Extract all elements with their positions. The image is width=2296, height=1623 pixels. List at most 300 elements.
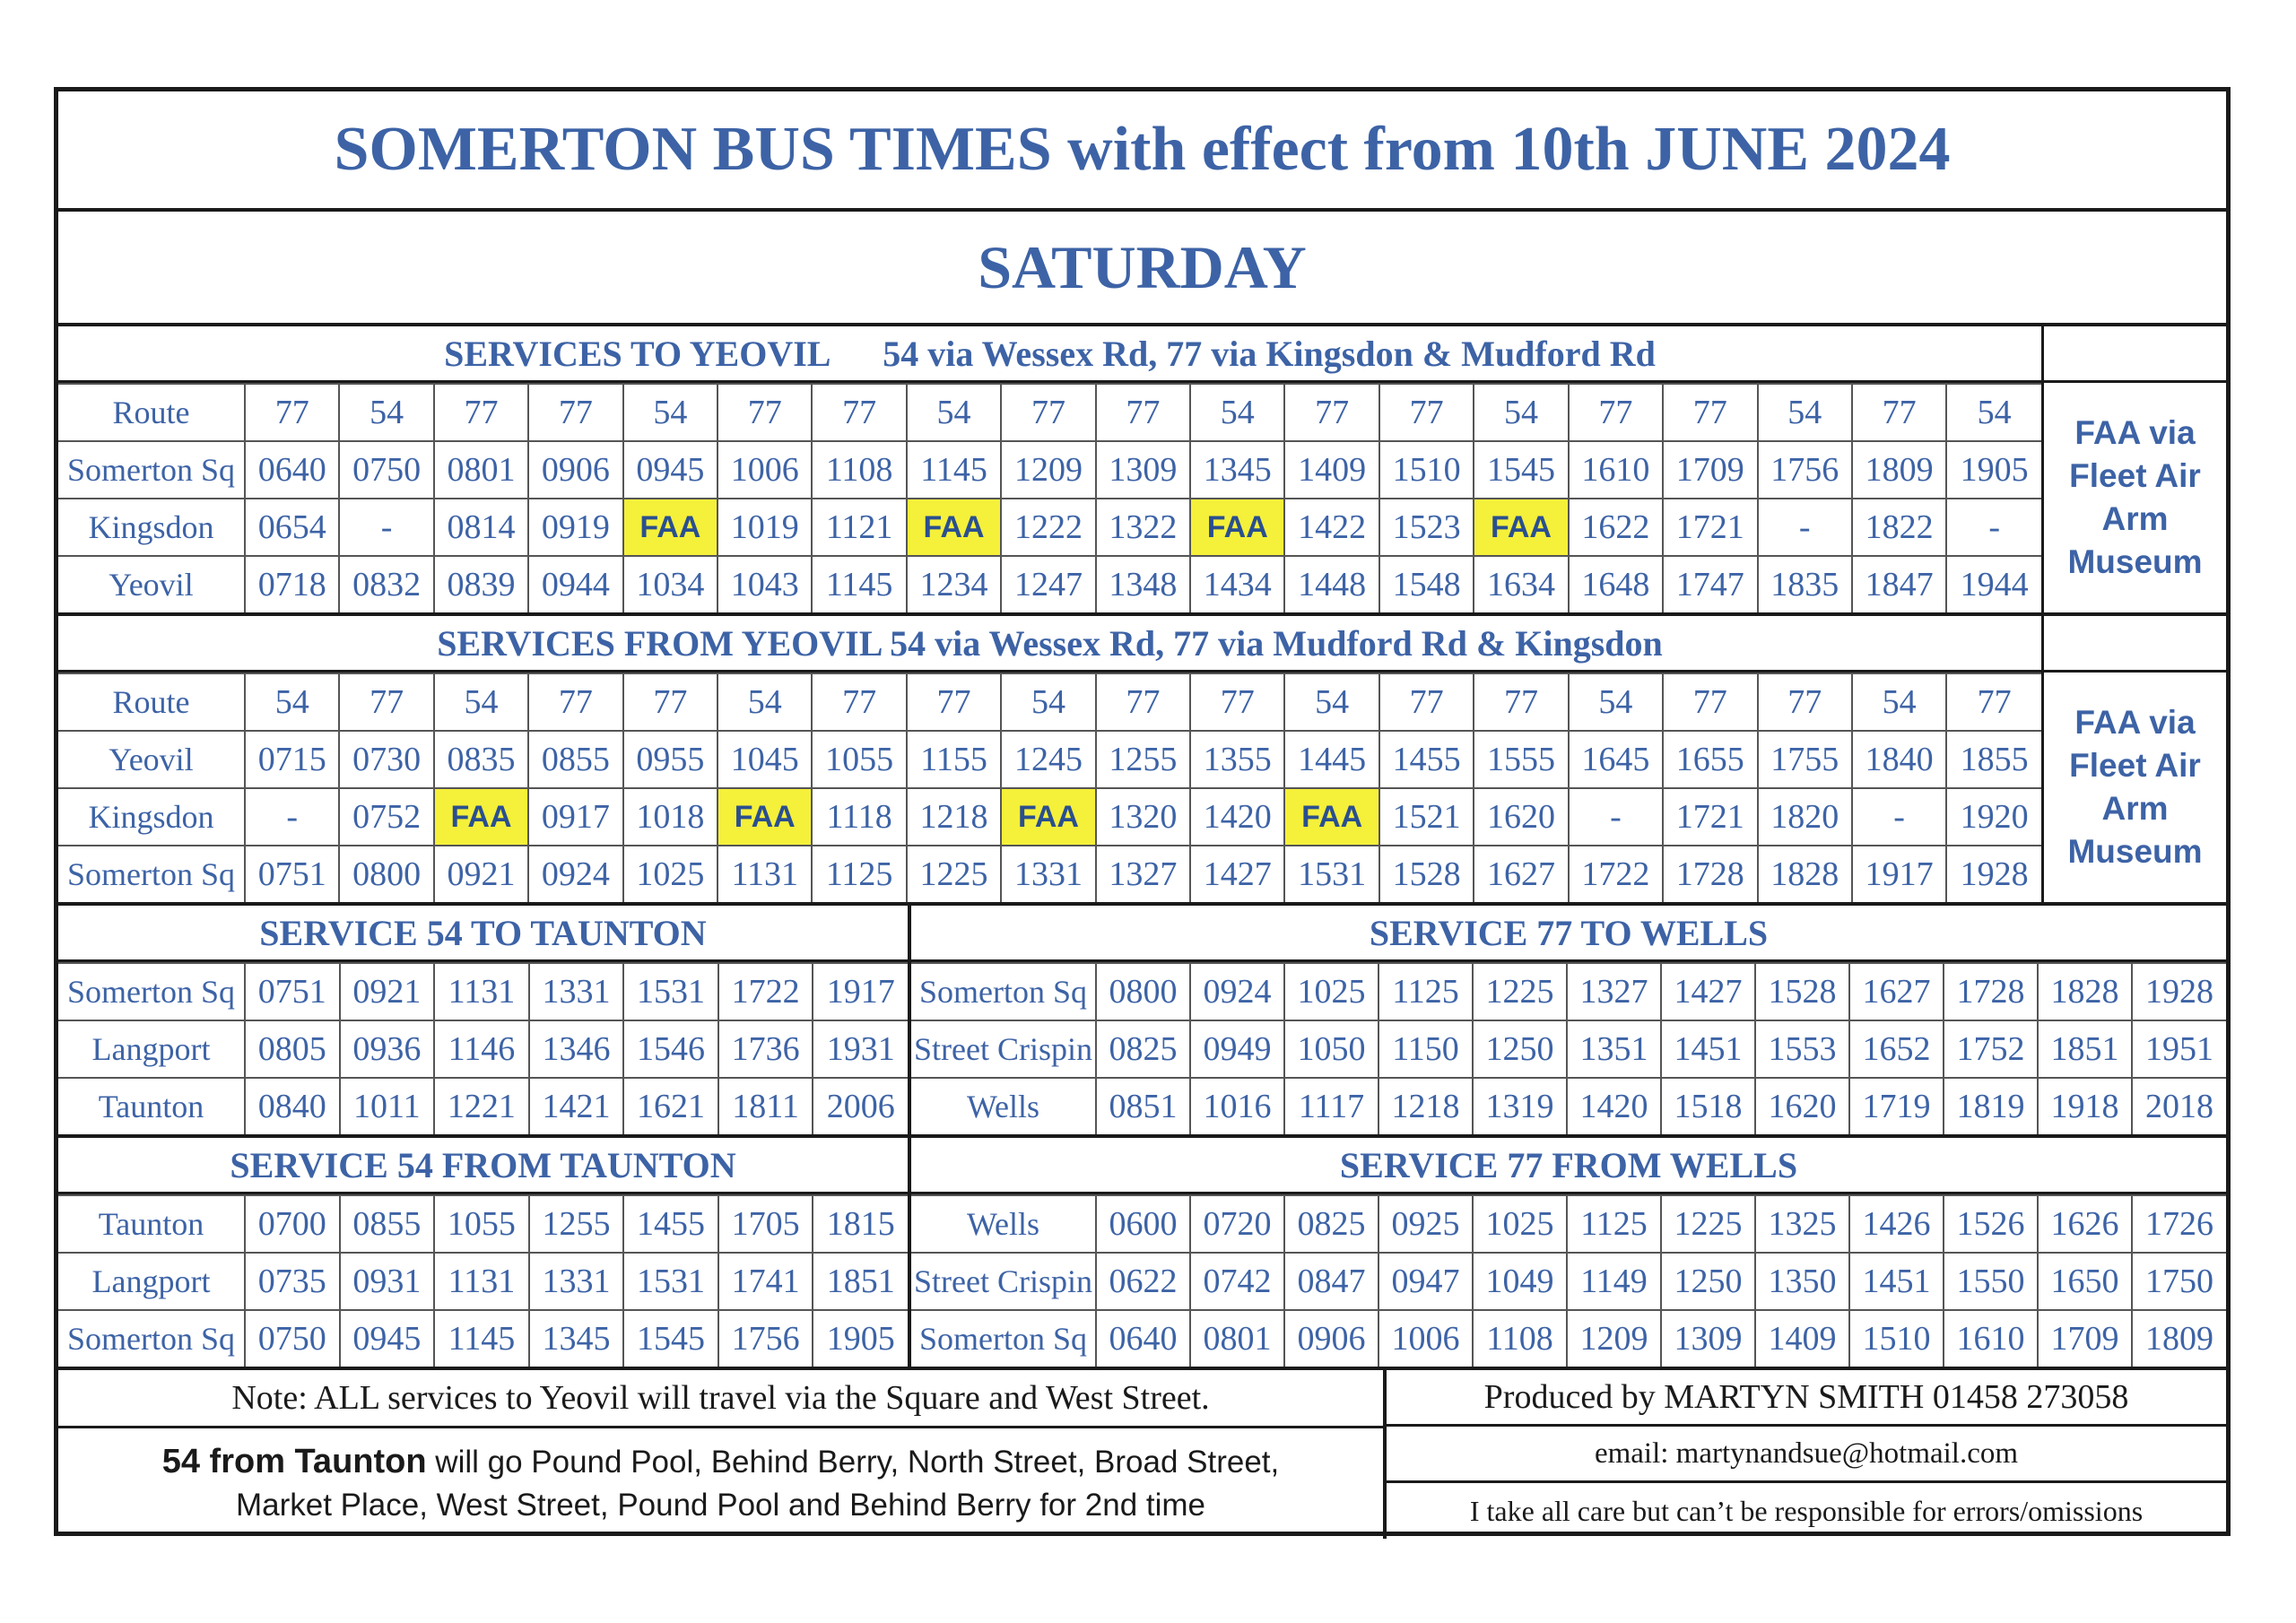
time-cell: 54 bbox=[339, 384, 433, 441]
row-label: Taunton bbox=[58, 1195, 245, 1253]
time-cell: 1409 bbox=[1284, 441, 1378, 499]
time-cell: 1928 bbox=[2132, 963, 2226, 1020]
time-cell: 77 bbox=[528, 384, 622, 441]
time-cell: 1006 bbox=[718, 441, 812, 499]
time-cell: 1218 bbox=[907, 788, 1001, 846]
time-cell: 1548 bbox=[1379, 556, 1474, 612]
table-row bbox=[58, 731, 2041, 788]
time-cell: 1331 bbox=[529, 963, 624, 1020]
time-cell: 1125 bbox=[1567, 1195, 1661, 1253]
time-cell: 1049 bbox=[1473, 1253, 1567, 1310]
time-cell: 1209 bbox=[1001, 441, 1095, 499]
row-label: Somerton Sq bbox=[911, 1310, 1096, 1367]
time-cell: 1835 bbox=[1758, 556, 1852, 612]
table-row bbox=[58, 1310, 908, 1367]
time-cell: 1255 bbox=[1096, 731, 1190, 788]
time-cell: 1118 bbox=[812, 788, 906, 846]
time-cell: 77 bbox=[812, 384, 906, 441]
time-cell: 1320 bbox=[1096, 788, 1190, 846]
row-label: Somerton Sq bbox=[58, 441, 245, 499]
time-cell: 77 bbox=[1946, 673, 2041, 731]
faa-highlight-cell: FAA bbox=[1190, 499, 1284, 556]
time-cell: 1050 bbox=[1284, 1020, 1378, 1078]
row-label: Langport bbox=[58, 1020, 245, 1078]
time-cell: 1055 bbox=[812, 731, 906, 788]
time-cell: 1828 bbox=[2038, 963, 2132, 1020]
time-cell: 1531 bbox=[1284, 846, 1378, 902]
table-row bbox=[58, 1253, 908, 1310]
time-cell: 54 bbox=[1946, 384, 2041, 441]
faa-highlight-cell: FAA bbox=[1284, 788, 1378, 846]
time-cell: 1523 bbox=[1379, 499, 1474, 556]
time-cell: 0944 bbox=[528, 556, 622, 612]
time-cell: 0947 bbox=[1378, 1253, 1473, 1310]
row-label: Somerton Sq bbox=[58, 1310, 245, 1367]
page-title: SOMERTON BUS TIMES with effect from 10th JUNE 2024 bbox=[58, 91, 2226, 212]
time-cell: 77 bbox=[245, 384, 339, 441]
table-row bbox=[58, 963, 908, 1020]
time-cell: 0924 bbox=[528, 846, 622, 902]
s77-to-wells-heading: SERVICE 77 TO WELLS bbox=[911, 906, 2226, 962]
faa-highlight-cell: FAA bbox=[1001, 788, 1095, 846]
faa-highlight-cell: FAA bbox=[718, 788, 812, 846]
time-cell: 1145 bbox=[907, 441, 1001, 499]
time-cell: 0825 bbox=[1096, 1020, 1190, 1078]
time-cell: 0800 bbox=[1096, 963, 1190, 1020]
time-cell: 0851 bbox=[1096, 1078, 1190, 1134]
time-cell: 0801 bbox=[1190, 1310, 1284, 1367]
time-cell: 77 bbox=[1569, 384, 1663, 441]
table-row bbox=[911, 1195, 2226, 1253]
time-cell: 0955 bbox=[623, 731, 718, 788]
table-row bbox=[911, 1310, 2226, 1367]
time-cell: 1451 bbox=[1849, 1253, 1944, 1310]
time-cell: 1728 bbox=[1944, 963, 2038, 1020]
time-cell: 1752 bbox=[1944, 1020, 2038, 1078]
time-cell: 1034 bbox=[623, 556, 718, 612]
time-cell: 0825 bbox=[1284, 1195, 1378, 1253]
time-cell: 0801 bbox=[434, 441, 528, 499]
time-cell: 1809 bbox=[2132, 1310, 2226, 1367]
faa-note-to-yeovil bbox=[2041, 326, 2226, 612]
time-cell: 0700 bbox=[245, 1195, 340, 1253]
time-cell: 0718 bbox=[245, 556, 339, 612]
time-cell: 1847 bbox=[1852, 556, 1946, 612]
s54-to-taunton-table bbox=[58, 962, 908, 1134]
time-cell: 77 bbox=[812, 673, 906, 731]
time-cell: 1747 bbox=[1663, 556, 1757, 612]
inbound-section bbox=[58, 1134, 2226, 1367]
time-cell: 77 bbox=[1001, 384, 1095, 441]
time-cell: 1327 bbox=[1567, 963, 1661, 1020]
time-cell: 0906 bbox=[1284, 1310, 1378, 1367]
time-cell: 1650 bbox=[2038, 1253, 2132, 1310]
time-cell: 1855 bbox=[1946, 731, 2041, 788]
time-cell: 0751 bbox=[245, 846, 339, 902]
time-cell: 1627 bbox=[1474, 846, 1568, 902]
time-cell: 0921 bbox=[434, 846, 528, 902]
time-cell: 1345 bbox=[529, 1310, 624, 1367]
time-cell: 0835 bbox=[434, 731, 528, 788]
time-cell: 1234 bbox=[907, 556, 1001, 612]
time-cell: 1851 bbox=[813, 1253, 908, 1310]
time-cell: 1652 bbox=[1849, 1020, 1944, 1078]
time-cell: 1918 bbox=[2038, 1078, 2132, 1134]
time-cell: 1811 bbox=[718, 1078, 813, 1134]
time-cell: 77 bbox=[434, 384, 528, 441]
table-row bbox=[58, 1020, 908, 1078]
faa-note-text: FAA via Fleet Air Arm Museum bbox=[2067, 414, 2203, 580]
time-cell: - bbox=[1852, 788, 1946, 846]
time-cell: 1247 bbox=[1001, 556, 1095, 612]
time-cell: 2018 bbox=[2132, 1078, 2226, 1134]
time-cell: 0840 bbox=[245, 1078, 340, 1134]
time-cell: 54 bbox=[1569, 673, 1663, 731]
time-cell: 1722 bbox=[718, 963, 813, 1020]
time-cell: 1309 bbox=[1096, 441, 1190, 499]
time-cell: 2006 bbox=[813, 1078, 908, 1134]
s77-to-wells-table bbox=[911, 962, 2226, 1134]
time-cell: 1250 bbox=[1473, 1020, 1567, 1078]
faa-highlight-cell: FAA bbox=[434, 788, 528, 846]
faa-highlight-cell: FAA bbox=[623, 499, 718, 556]
s77-from-wells-table bbox=[911, 1194, 2226, 1367]
time-cell: 1426 bbox=[1849, 1195, 1944, 1253]
faa-highlight-cell: FAA bbox=[907, 499, 1001, 556]
time-cell: 1451 bbox=[1661, 1020, 1755, 1078]
time-cell: 1905 bbox=[813, 1310, 908, 1367]
time-cell: 1840 bbox=[1852, 731, 1946, 788]
time-cell: 0752 bbox=[339, 788, 433, 846]
time-cell: 54 bbox=[623, 384, 718, 441]
row-label: Langport bbox=[58, 1253, 245, 1310]
time-cell: - bbox=[1569, 788, 1663, 846]
time-cell: 1145 bbox=[434, 1310, 529, 1367]
time-cell: 0921 bbox=[340, 963, 435, 1020]
time-cell: - bbox=[339, 499, 433, 556]
time-cell: 1620 bbox=[1755, 1078, 1849, 1134]
time-cell: 1325 bbox=[1755, 1195, 1849, 1253]
time-cell: 1434 bbox=[1190, 556, 1284, 612]
time-cell: 1421 bbox=[529, 1078, 624, 1134]
time-cell: 0945 bbox=[623, 441, 718, 499]
time-cell: - bbox=[1758, 499, 1852, 556]
time-cell: 0931 bbox=[340, 1253, 435, 1310]
faa-highlight-cell: FAA bbox=[1474, 499, 1568, 556]
faa-note-text: FAA via Fleet Air Arm Museum bbox=[2067, 704, 2203, 870]
time-cell: 0640 bbox=[245, 441, 339, 499]
time-cell: 1222 bbox=[1001, 499, 1095, 556]
disclaimer: I take all care but can’t be responsible for errors/omissions bbox=[1469, 1494, 2144, 1527]
time-cell: 1455 bbox=[623, 1195, 718, 1253]
time-cell: 1145 bbox=[812, 556, 906, 612]
time-cell: 1055 bbox=[434, 1195, 529, 1253]
time-cell: 1510 bbox=[1849, 1310, 1944, 1367]
time-cell: 0622 bbox=[1096, 1253, 1190, 1310]
time-cell: 1755 bbox=[1758, 731, 1852, 788]
time-cell: 1920 bbox=[1946, 788, 2041, 846]
time-cell: 1025 bbox=[1473, 1195, 1567, 1253]
time-cell: 1117 bbox=[1284, 1078, 1378, 1134]
row-label: Wells bbox=[911, 1195, 1096, 1253]
table-row bbox=[911, 1253, 2226, 1310]
time-cell: 1225 bbox=[907, 846, 1001, 902]
time-cell: 1705 bbox=[718, 1195, 813, 1253]
time-cell: 1225 bbox=[1473, 963, 1567, 1020]
time-cell: 54 bbox=[1001, 673, 1095, 731]
time-cell: 1610 bbox=[1569, 441, 1663, 499]
time-cell: 1348 bbox=[1096, 556, 1190, 612]
time-cell: 1327 bbox=[1096, 846, 1190, 902]
time-cell: 54 bbox=[907, 384, 1001, 441]
time-cell: 1546 bbox=[623, 1020, 718, 1078]
row-label: Street Crispin bbox=[911, 1020, 1096, 1078]
time-cell: 1350 bbox=[1755, 1253, 1849, 1310]
time-cell: 1045 bbox=[718, 731, 812, 788]
table-row bbox=[911, 963, 2226, 1020]
time-cell: 1255 bbox=[529, 1195, 624, 1253]
time-cell: 1626 bbox=[2038, 1195, 2132, 1253]
time-cell: 1622 bbox=[1569, 499, 1663, 556]
row-label: Route bbox=[58, 384, 245, 441]
time-cell: 77 bbox=[1379, 673, 1474, 731]
time-cell: 1108 bbox=[812, 441, 906, 499]
time-cell: 1822 bbox=[1852, 499, 1946, 556]
time-cell: 0855 bbox=[340, 1195, 435, 1253]
time-cell: 1420 bbox=[1190, 788, 1284, 846]
time-cell: 1545 bbox=[1474, 441, 1568, 499]
time-cell: 1121 bbox=[812, 499, 906, 556]
table-row bbox=[58, 1078, 908, 1134]
taunton-route-note: 54 from Taunton will go Pound Pool, Behind Berry, North Street, Broad Street, Market Place, West Street, Pound Pool and Behind Berry for 2nd time bbox=[161, 1443, 1280, 1523]
time-cell: 1828 bbox=[1758, 846, 1852, 902]
time-cell: 0742 bbox=[1190, 1253, 1284, 1310]
time-cell: 1221 bbox=[434, 1078, 529, 1134]
to-yeovil-section bbox=[58, 326, 2226, 612]
time-cell: - bbox=[245, 788, 339, 846]
time-cell: 1722 bbox=[1569, 846, 1663, 902]
time-cell: 1250 bbox=[1661, 1253, 1755, 1310]
time-cell: 1928 bbox=[1946, 846, 2041, 902]
time-cell: 1427 bbox=[1661, 963, 1755, 1020]
time-cell: 1905 bbox=[1946, 441, 2041, 499]
time-cell: 1809 bbox=[1852, 441, 1946, 499]
time-cell: 1006 bbox=[1378, 1310, 1473, 1367]
table-row bbox=[58, 499, 2041, 556]
time-cell: 1346 bbox=[529, 1020, 624, 1078]
table-row bbox=[911, 1078, 2226, 1134]
time-cell: 1218 bbox=[1378, 1078, 1473, 1134]
time-cell: 0855 bbox=[528, 731, 622, 788]
time-cell: 1655 bbox=[1663, 731, 1757, 788]
row-label: Wells bbox=[911, 1078, 1096, 1134]
day-heading: SATURDAY bbox=[58, 212, 2226, 326]
time-cell: 0839 bbox=[434, 556, 528, 612]
time-cell: 77 bbox=[1758, 673, 1852, 731]
row-label: Street Crispin bbox=[911, 1253, 1096, 1310]
time-cell: 1531 bbox=[623, 963, 718, 1020]
time-cell: 1741 bbox=[718, 1253, 813, 1310]
time-cell: 1526 bbox=[1944, 1195, 2038, 1253]
time-cell: 54 bbox=[1852, 673, 1946, 731]
time-cell: 0654 bbox=[245, 499, 339, 556]
to-yeovil-table bbox=[58, 383, 2041, 612]
time-cell: 77 bbox=[623, 673, 718, 731]
time-cell: 1150 bbox=[1378, 1020, 1473, 1078]
time-cell: 77 bbox=[339, 673, 433, 731]
time-cell: 1016 bbox=[1190, 1078, 1284, 1134]
timetable-sheet bbox=[54, 87, 2231, 1536]
time-cell: 1322 bbox=[1096, 499, 1190, 556]
faa-note-from-yeovil bbox=[2041, 616, 2226, 902]
notes-section bbox=[58, 1367, 2226, 1539]
time-cell: 1149 bbox=[1567, 1253, 1661, 1310]
table-row bbox=[58, 384, 2041, 441]
time-cell: 1019 bbox=[718, 499, 812, 556]
s54-to-taunton-heading: SERVICE 54 TO TAUNTON bbox=[58, 906, 908, 962]
time-cell: 1545 bbox=[623, 1310, 718, 1367]
time-cell: 1245 bbox=[1001, 731, 1095, 788]
time-cell: 0814 bbox=[434, 499, 528, 556]
time-cell: 1555 bbox=[1474, 731, 1568, 788]
time-cell: 1125 bbox=[1378, 963, 1473, 1020]
time-cell: 1634 bbox=[1474, 556, 1568, 612]
time-cell: 77 bbox=[1663, 384, 1757, 441]
from-yeovil-heading: SERVICES FROM YEOVIL 54 via Wessex Rd, 77 via Mudford Rd & Kingsdon bbox=[58, 616, 2041, 673]
table-row bbox=[58, 846, 2041, 902]
time-cell: 77 bbox=[1096, 673, 1190, 731]
time-cell: 0925 bbox=[1378, 1195, 1473, 1253]
time-cell: 1620 bbox=[1474, 788, 1568, 846]
table-row bbox=[58, 556, 2041, 612]
time-cell: 54 bbox=[1190, 384, 1284, 441]
time-cell: 0805 bbox=[245, 1020, 340, 1078]
time-cell: 54 bbox=[1284, 673, 1378, 731]
time-cell: 1018 bbox=[623, 788, 718, 846]
time-cell: 1917 bbox=[1852, 846, 1946, 902]
time-cell: 1351 bbox=[1567, 1020, 1661, 1078]
time-cell: 0906 bbox=[528, 441, 622, 499]
time-cell: 77 bbox=[1379, 384, 1474, 441]
time-cell: 1815 bbox=[813, 1195, 908, 1253]
time-cell: 1719 bbox=[1849, 1078, 1944, 1134]
table-row bbox=[58, 1195, 908, 1253]
time-cell: 1528 bbox=[1755, 963, 1849, 1020]
time-cell: 1131 bbox=[718, 846, 812, 902]
time-cell: 1125 bbox=[812, 846, 906, 902]
time-cell: 1011 bbox=[340, 1078, 435, 1134]
row-label: Yeovil bbox=[58, 731, 245, 788]
row-label: Kingsdon bbox=[58, 499, 245, 556]
time-cell: 1043 bbox=[718, 556, 812, 612]
time-cell: 1445 bbox=[1284, 731, 1378, 788]
time-cell: 0735 bbox=[245, 1253, 340, 1310]
table-row bbox=[911, 1020, 2226, 1078]
time-cell: 0936 bbox=[340, 1020, 435, 1078]
time-cell: 0847 bbox=[1284, 1253, 1378, 1310]
time-cell: 1721 bbox=[1663, 499, 1757, 556]
time-cell: 77 bbox=[907, 673, 1001, 731]
time-cell: 1131 bbox=[434, 963, 529, 1020]
time-cell: 1510 bbox=[1379, 441, 1474, 499]
taunton-route-note-bold: 54 from Taunton bbox=[161, 1443, 427, 1480]
time-cell: 1820 bbox=[1758, 788, 1852, 846]
row-label: Taunton bbox=[58, 1078, 245, 1134]
time-cell: 54 bbox=[718, 673, 812, 731]
row-label: Yeovil bbox=[58, 556, 245, 612]
s54-from-taunton-table bbox=[58, 1194, 908, 1367]
row-label: Kingsdon bbox=[58, 788, 245, 846]
row-label: Somerton Sq bbox=[911, 963, 1096, 1020]
time-cell: 1521 bbox=[1379, 788, 1474, 846]
time-cell: 1621 bbox=[623, 1078, 718, 1134]
time-cell: 1756 bbox=[718, 1310, 813, 1367]
time-cell: 1319 bbox=[1473, 1078, 1567, 1134]
time-cell: 54 bbox=[434, 673, 528, 731]
time-cell: 0949 bbox=[1190, 1020, 1284, 1078]
time-cell: 1409 bbox=[1755, 1310, 1849, 1367]
time-cell: 54 bbox=[1758, 384, 1852, 441]
time-cell: 1726 bbox=[2132, 1195, 2226, 1253]
time-cell: 1553 bbox=[1755, 1020, 1849, 1078]
s77-from-wells-heading: SERVICE 77 FROM WELLS bbox=[911, 1138, 2226, 1194]
time-cell: - bbox=[1946, 499, 2041, 556]
time-cell: 54 bbox=[1474, 384, 1568, 441]
time-cell: 1709 bbox=[1663, 441, 1757, 499]
time-cell: 1355 bbox=[1190, 731, 1284, 788]
time-cell: 1951 bbox=[2132, 1020, 2226, 1078]
time-cell: 1721 bbox=[1663, 788, 1757, 846]
time-cell: 1550 bbox=[1944, 1253, 2038, 1310]
time-cell: 0919 bbox=[528, 499, 622, 556]
time-cell: 0715 bbox=[245, 731, 339, 788]
time-cell: 0924 bbox=[1190, 963, 1284, 1020]
time-cell: 1931 bbox=[813, 1020, 908, 1078]
time-cell: 0730 bbox=[339, 731, 433, 788]
time-cell: 1756 bbox=[1758, 441, 1852, 499]
time-cell: 54 bbox=[245, 673, 339, 731]
time-cell: 1610 bbox=[1944, 1310, 2038, 1367]
time-cell: 0600 bbox=[1096, 1195, 1190, 1253]
time-cell: 1531 bbox=[623, 1253, 718, 1310]
yeovil-route-note: Note: ALL services to Yeovil will travel via the Square and West Street. bbox=[58, 1370, 1383, 1428]
time-cell: 1309 bbox=[1661, 1310, 1755, 1367]
time-cell: 1645 bbox=[1569, 731, 1663, 788]
row-label: Route bbox=[58, 673, 245, 731]
time-cell: 1455 bbox=[1379, 731, 1474, 788]
from-yeovil-table bbox=[58, 673, 2041, 902]
time-cell: 77 bbox=[1474, 673, 1568, 731]
time-cell: 1627 bbox=[1849, 963, 1944, 1020]
time-cell: 0750 bbox=[339, 441, 433, 499]
time-cell: 1331 bbox=[529, 1253, 624, 1310]
outbound-section bbox=[58, 902, 2226, 1134]
time-cell: 1448 bbox=[1284, 556, 1378, 612]
time-cell: 0800 bbox=[339, 846, 433, 902]
time-cell: 77 bbox=[1663, 673, 1757, 731]
time-cell: 1108 bbox=[1473, 1310, 1567, 1367]
time-cell: 77 bbox=[1284, 384, 1378, 441]
time-cell: 1131 bbox=[434, 1253, 529, 1310]
to-yeovil-heading: SERVICES TO YEOVIL 54 via Wessex Rd, 77 via Kingsdon & Mudford Rd bbox=[58, 326, 2041, 383]
time-cell: 1917 bbox=[813, 963, 908, 1020]
contact-email: email: martynandsue@hotmail.com bbox=[1387, 1427, 2226, 1483]
time-cell: 1518 bbox=[1661, 1078, 1755, 1134]
time-cell: 1851 bbox=[2038, 1020, 2132, 1078]
time-cell: 1225 bbox=[1661, 1195, 1755, 1253]
row-label: Somerton Sq bbox=[58, 963, 245, 1020]
time-cell: 1146 bbox=[434, 1020, 529, 1078]
